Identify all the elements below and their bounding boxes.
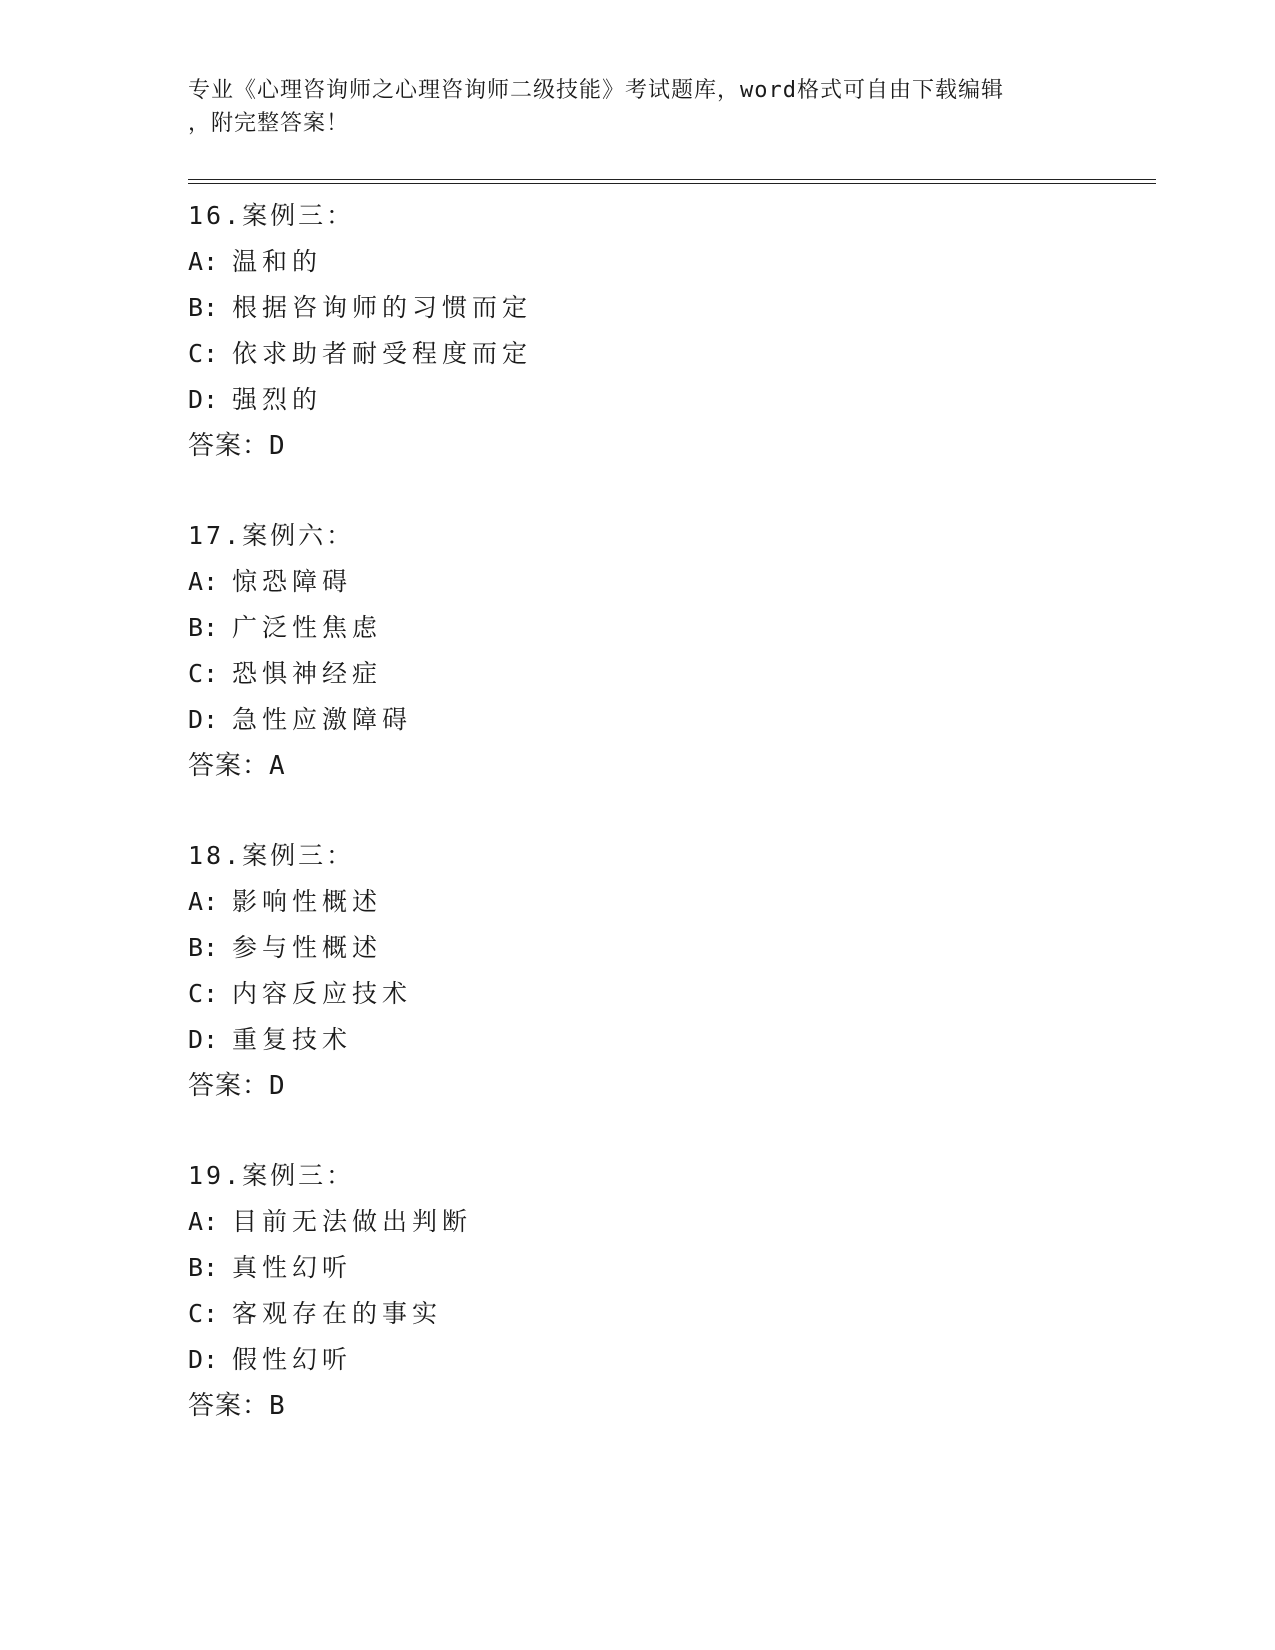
option-text: 温和的 xyxy=(232,247,323,276)
option-c xyxy=(188,331,1148,377)
question-title: 16.案例三： xyxy=(188,201,355,230)
option-letter: C: xyxy=(188,979,219,1008)
option-b xyxy=(188,1245,1148,1291)
option-letter: B: xyxy=(188,613,219,642)
option-d xyxy=(188,1337,1148,1383)
option-text: 目前无法做出判断 xyxy=(232,1207,473,1236)
answer-value: D xyxy=(269,431,286,461)
option-d xyxy=(188,697,1148,743)
option-letter: D: xyxy=(188,705,219,734)
question-16 xyxy=(188,193,1148,513)
document-header xyxy=(188,74,1088,140)
option-text: 急性应激障碍 xyxy=(232,705,413,734)
option-b xyxy=(188,605,1148,651)
header-divider-top xyxy=(188,179,1156,180)
question-title: 17.案例六： xyxy=(188,521,355,550)
option-text: 参与性概述 xyxy=(232,933,383,962)
option-text: 根据咨询师的习惯而定 xyxy=(232,293,533,322)
option-letter: B: xyxy=(188,933,219,962)
option-a xyxy=(188,1199,1148,1245)
option-text: 广泛性焦虑 xyxy=(232,613,383,642)
option-letter: A: xyxy=(188,1207,219,1236)
option-c xyxy=(188,1291,1148,1337)
option-a xyxy=(188,559,1148,605)
question-18 xyxy=(188,833,1148,1153)
option-b xyxy=(188,925,1148,971)
option-text: 影响性概述 xyxy=(232,887,383,916)
question-title: 19.案例三： xyxy=(188,1161,355,1190)
question-19 xyxy=(188,1153,1148,1473)
option-a xyxy=(188,879,1148,925)
option-text: 重复技术 xyxy=(232,1025,353,1054)
answer-line xyxy=(188,423,1148,469)
option-text: 客观存在的事实 xyxy=(232,1299,443,1328)
option-text: 恐惧神经症 xyxy=(232,659,383,688)
answer-label: 答案： xyxy=(188,751,270,781)
option-a xyxy=(188,239,1148,285)
answer-value: D xyxy=(269,1071,286,1101)
option-letter: C: xyxy=(188,659,219,688)
answer-value: B xyxy=(269,1391,286,1421)
option-letter: A: xyxy=(188,887,219,916)
option-letter: C: xyxy=(188,1299,219,1328)
option-letter: A: xyxy=(188,247,219,276)
header-line-2: ，附完整答案！ xyxy=(188,111,350,136)
answer-label: 答案： xyxy=(188,1071,270,1101)
option-letter: D: xyxy=(188,1025,219,1054)
option-d xyxy=(188,1017,1148,1063)
option-letter: B: xyxy=(188,1253,219,1282)
option-b xyxy=(188,285,1148,331)
answer-value: A xyxy=(269,751,286,781)
option-text: 真性幻听 xyxy=(232,1253,353,1282)
option-d xyxy=(188,377,1148,423)
option-c xyxy=(188,971,1148,1017)
header-divider-bottom xyxy=(188,183,1156,184)
option-text: 依求助者耐受程度而定 xyxy=(232,339,533,368)
answer-line xyxy=(188,1383,1148,1429)
answer-label: 答案： xyxy=(188,1391,270,1421)
option-text: 内容反应技术 xyxy=(232,979,413,1008)
question-title: 18.案例三： xyxy=(188,841,355,870)
option-letter: B: xyxy=(188,293,219,322)
answer-line xyxy=(188,743,1148,789)
option-c xyxy=(188,651,1148,697)
question-list xyxy=(188,193,1148,1473)
answer-label: 答案： xyxy=(188,431,270,461)
option-text: 惊恐障碍 xyxy=(232,567,353,596)
question-17 xyxy=(188,513,1148,833)
option-text: 强烈的 xyxy=(232,385,323,414)
option-letter: A: xyxy=(188,567,219,596)
option-letter: D: xyxy=(188,1345,219,1374)
answer-line xyxy=(188,1063,1148,1109)
option-letter: C: xyxy=(188,339,219,368)
option-letter: D: xyxy=(188,385,219,414)
header-line-1: 专业《心理咨询师之心理咨询师二级技能》考试题库，word格式可自由下载编辑 xyxy=(188,78,1004,103)
option-text: 假性幻听 xyxy=(232,1345,353,1374)
